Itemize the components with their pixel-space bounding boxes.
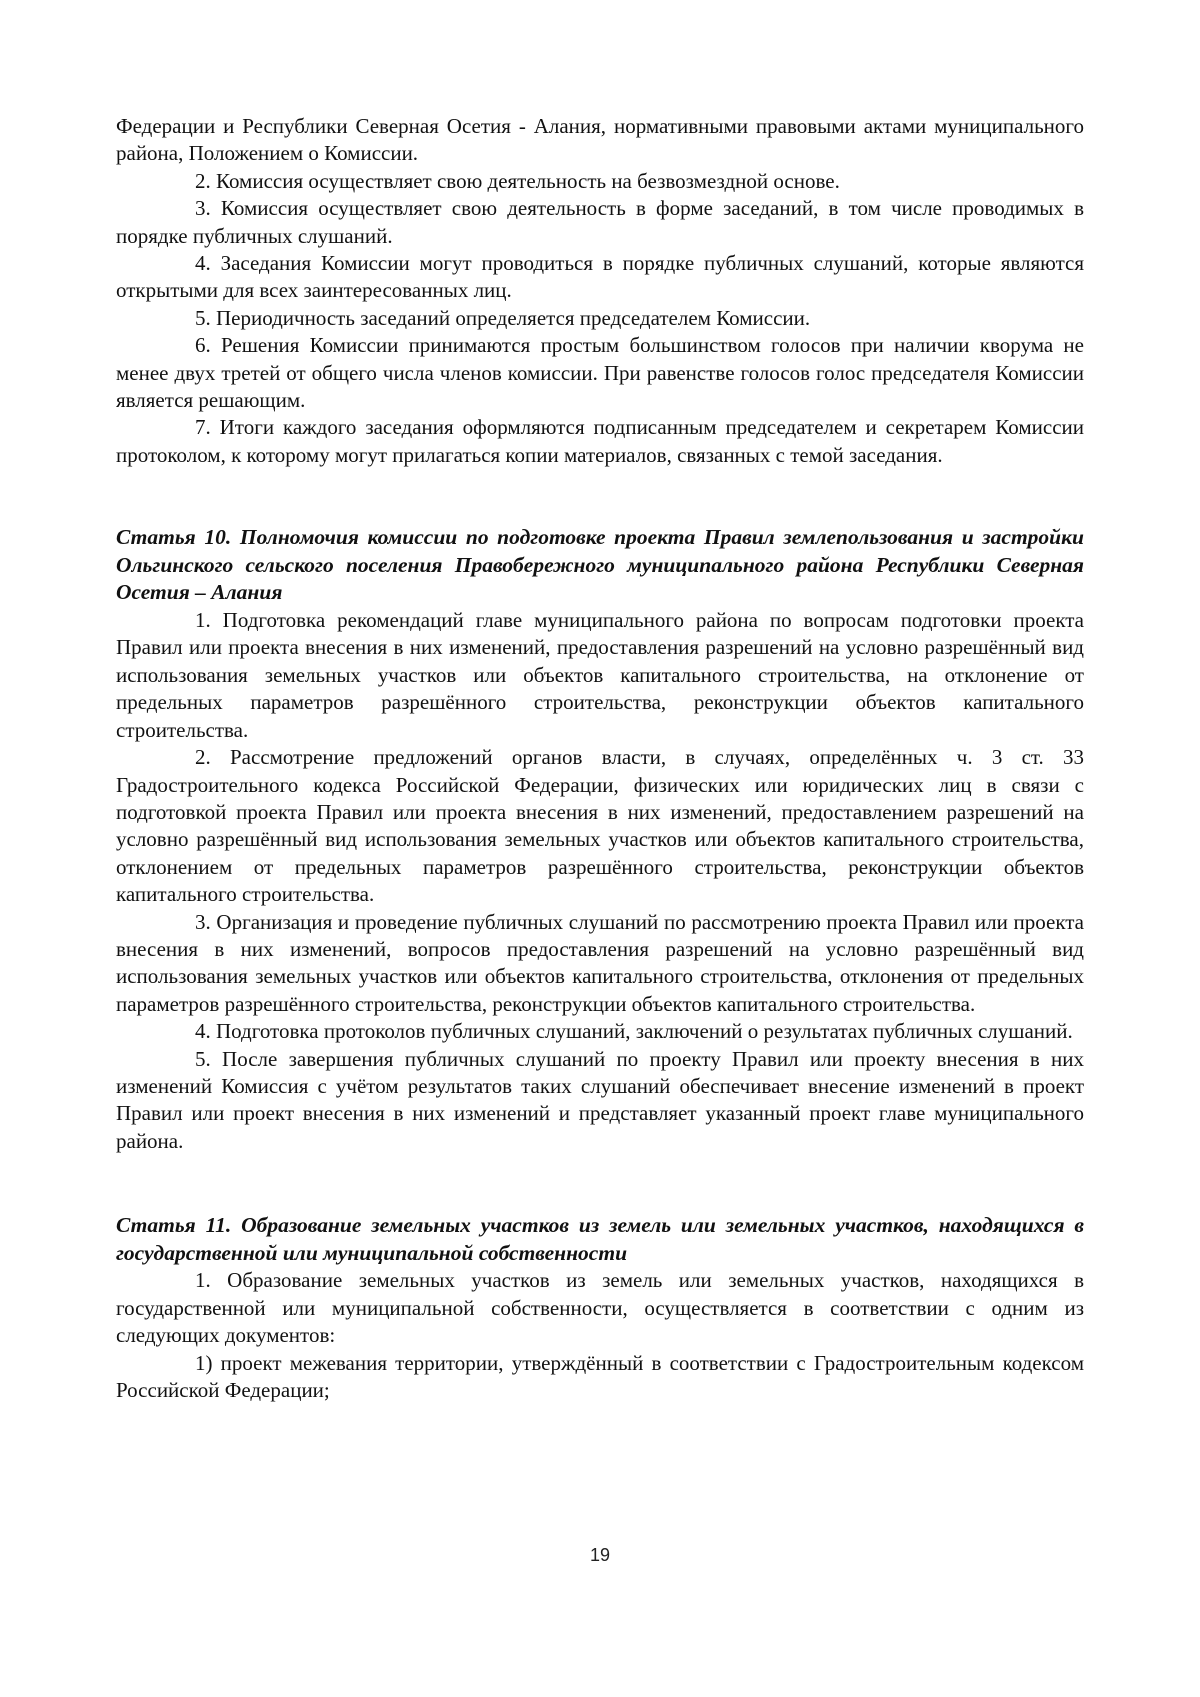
intro-continuation-paragraph: Федерации и Республики Северная Осетия - Алания, нормативными правовыми актами муниципального района, Положением о Комиссии. (116, 114, 1084, 166)
intro-item-4: 4. Заседания Комиссии могут проводиться в порядке публичных слушаний, которые являются открытыми для всех заинтересованных лиц. (116, 251, 1084, 303)
article-11-heading: Статья 11. Образование земельных участков из земель или земельных участков, находящихся в государственной или муниципальной собственности (116, 1213, 1084, 1265)
article-10-item-4: 4. Подготовка протоколов публичных слушаний, заключений о результатах публичных слушаний. (195, 1019, 1073, 1044)
article-10-item-2: 2. Рассмотрение предложений органов власти, в случаях, определённых ч. 3 ст. 33 Градостроительного кодекса Российской Федерации, физических или юридических лиц в связи с подготовкой проекта Правил или проекта внесения в них изменений, предоставлением разрешений на условно разрешённый вид использования земельных участков или объектов капитального строительства, отклонением от предельных параметров разрешённого строительства, реконструкции объектов капитального строительства. (116, 745, 1084, 907)
article-10-item-5: 5. После завершения публичных слушаний по проекту Правил или проекту внесения в них изменений Комиссия с учётом результатов таких слушаний обеспечивает внесение изменений в проект Правил или проект внесения в них изменений и представляет указанный проект главе муниципального района. (116, 1046, 1084, 1153)
intro-item-3: 3. Комиссия осуществляет свою деятельность в форме заседаний, в том числе проводимых в порядке публичных слушаний. (116, 196, 1084, 248)
intro-item-5: 5. Периодичность заседаний определяется председателем Комиссии. (195, 305, 811, 330)
section-spacer (116, 469, 1084, 524)
intro-item-2: 2. Комиссия осуществляет свою деятельность на безвозмездной основе. (195, 168, 840, 193)
intro-item-6: 6. Решения Комиссии принимаются простым большинством голосов при наличии кворума не менее двух третей от общего числа членов комиссии. При равенстве голосов голос председателя Комиссии является решающим. (116, 333, 1084, 413)
article-11-item-1: 1. Образование земельных участков из земель или земельных участков, находящихся в государственной или муниципальной собственности, осуществляется в соответствии с одним из следующих документов: (116, 1268, 1084, 1348)
article-10-heading: Статья 10. Полномочия комиссии по подготовке проекта Правил землепользования и застройки Ольгинского сельского поселения Правобережного муниципального района Республики Северная Осетия – Алания (116, 525, 1084, 605)
document-page (116, 113, 1084, 1404)
section-spacer (116, 1155, 1084, 1212)
page-number: 19 (589, 1545, 611, 1565)
article-11-subitem-1: 1) проект межевания территории, утверждённый в соответствии с Градостроительным кодексом Российской Федерации; (116, 1350, 1084, 1402)
article-10-item-1: 1. Подготовка рекомендаций главе муниципального района по вопросам подготовки проекта Правил или проекта внесения в них изменений, предоставления разрешений на условно разрешённый вид использования земельных участков или объектов капитального строительства, на отклонение от предельных параметров разрешённого строительства, реконструкции объектов капитального строительства. (116, 608, 1084, 742)
article-10-item-3: 3. Организация и проведение публичных слушаний по рассмотрению проекта Правил или проекта внесения в них изменений, вопросов предоставления разрешений на условно разрешённый вид использования земельных участков или объектов капитального строительства, отклонения от предельных параметров разрешённого строительства, реконструкции объектов капитального строительства. (116, 909, 1084, 1016)
intro-item-7: 7. Итоги каждого заседания оформляются подписанным председателем и секретарем Комиссии протоколом, к которому могут прилагаться копии материалов, связанных с темой заседания. (116, 415, 1084, 467)
